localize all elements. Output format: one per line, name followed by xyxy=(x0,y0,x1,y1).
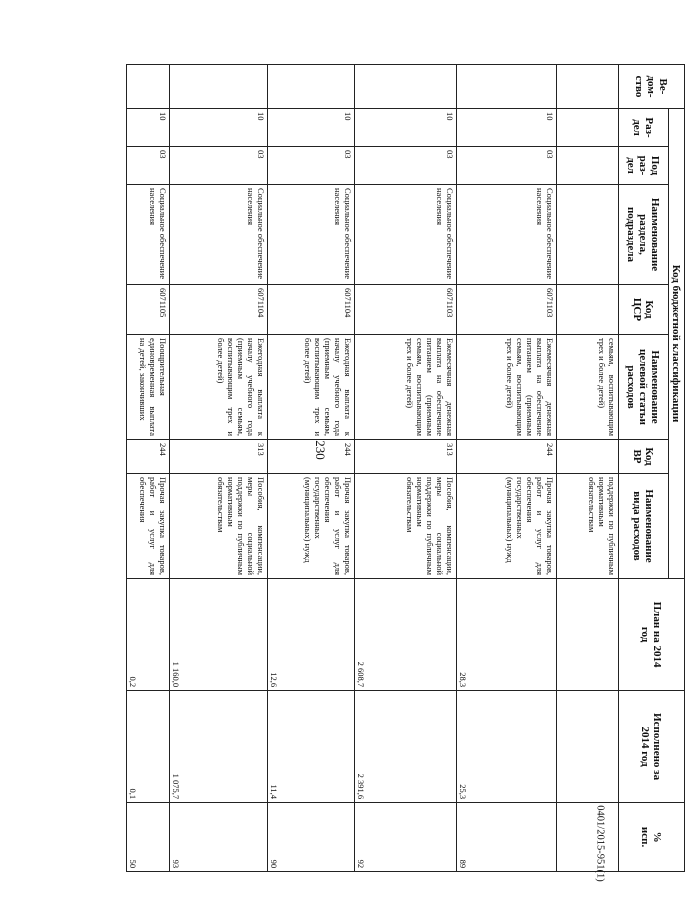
cell-name-vr: Пособия, компенсации, меры социальной поддержки по публичным нормативным обязательствам xyxy=(355,474,457,579)
cell-razdel: 10 xyxy=(170,109,267,147)
cell-plan xyxy=(557,579,619,691)
cell-plan: 28,3 xyxy=(456,579,557,691)
cell-csr-code: 6071103 xyxy=(355,285,457,335)
header-ved: Ве- дом- ство xyxy=(619,65,685,109)
header-razdel: Раз- дел xyxy=(619,109,669,147)
cell-name-vr: поддержки по публичным нормативным обязательствам xyxy=(557,474,619,579)
cell-percent: 92 xyxy=(355,803,457,872)
budget-table xyxy=(126,64,685,872)
cell-executed xyxy=(557,691,619,803)
cell-csr-code: 6071105 xyxy=(127,285,170,335)
cell-name-csr: Поощрительная единовременная выплата на детей, закончивших xyxy=(127,335,170,440)
header-name-csr: Наименование целевой статьи расходов xyxy=(619,335,669,440)
header-vr-code: Код ВР xyxy=(619,440,669,474)
cell-name-section: Социальное обеспечение населения xyxy=(127,185,170,285)
cell-podrazdel: 03 xyxy=(170,147,267,185)
cell-vr-code: 313 xyxy=(355,440,457,474)
cell-podrazdel: 03 xyxy=(267,147,355,185)
cell-name-vr: Пособия, компенсации, меры социальной поддержки по публичным нормативным обязательствам xyxy=(170,474,267,579)
table-row xyxy=(127,65,170,872)
cell-executed: 2 391,6 xyxy=(355,691,457,803)
header-percent: % исп. xyxy=(619,803,685,872)
cell-podrazdel: 03 xyxy=(456,147,557,185)
cell-name-section: Социальное обеспечение населения xyxy=(267,185,355,285)
cell-plan: 1 160,0 xyxy=(170,579,267,691)
cell-name-vr: Прочая закупка товаров, работ и услуг для обеспечения xyxy=(127,474,170,579)
cell-executed: 25,3 xyxy=(456,691,557,803)
header-name-section: Наименование раздела, подраздела xyxy=(619,185,669,285)
cell-percent: 93 xyxy=(170,803,267,872)
cell-name-section xyxy=(557,185,619,285)
cell-razdel: 10 xyxy=(127,109,170,147)
cell-name-section: Социальное обеспечение населения xyxy=(170,185,267,285)
cell-razdel: 10 xyxy=(355,109,457,147)
cell-name-csr: Ежегодная выплата к началу учебного года (приемным семьям, воспитывающим трех и более детей) xyxy=(267,335,355,440)
cell-name-section: Социальное обеспечение населения xyxy=(355,185,457,285)
cell-podrazdel: 03 xyxy=(127,147,170,185)
cell-vr-code xyxy=(557,440,619,474)
cell-percent xyxy=(557,803,619,872)
cell-name-csr: Ежемесячная денежная выплата на обеспечение питанием (приемным семьям, воспитывающим трех и более детей) xyxy=(456,335,557,440)
cell-razdel xyxy=(557,109,619,147)
header-plan: План на 2014 год xyxy=(619,579,685,691)
cell-name-csr: Ежегодная выплата к началу учебного года (приемным семьям, воспитывающим трех и более детей) xyxy=(170,335,267,440)
cell-ved xyxy=(456,65,557,109)
cell-razdel: 10 xyxy=(456,109,557,147)
table-row xyxy=(456,65,557,872)
cell-plan: 2 608,7 xyxy=(355,579,457,691)
cell-executed: 11,4 xyxy=(267,691,355,803)
rotated-table-container xyxy=(126,64,685,871)
header-csr-code: Код ЦСР xyxy=(619,285,669,335)
cell-csr-code xyxy=(557,285,619,335)
cell-name-section: Социальное обеспечение населения xyxy=(456,185,557,285)
cell-vr-code: 244 xyxy=(456,440,557,474)
cell-podrazdel xyxy=(557,147,619,185)
header-budget-classification: Код бюджетной классификации xyxy=(669,109,685,579)
cell-executed: 0,1 xyxy=(127,691,170,803)
table-row xyxy=(267,65,355,872)
table-row xyxy=(355,65,457,872)
cell-percent: 90 xyxy=(267,803,355,872)
cell-executed: 1 075,7 xyxy=(170,691,267,803)
cell-vr-code: 244 xyxy=(127,440,170,474)
cell-ved xyxy=(267,65,355,109)
table-row xyxy=(557,65,619,872)
document-id: 0401/2015-951(1) xyxy=(594,805,606,882)
page-number: 230 xyxy=(313,440,328,460)
cell-ved xyxy=(170,65,267,109)
cell-csr-code: 6071104 xyxy=(267,285,355,335)
cell-podrazdel: 03 xyxy=(355,147,457,185)
cell-csr-code: 6071103 xyxy=(456,285,557,335)
cell-ved xyxy=(355,65,457,109)
header-executed: Исполнено за 2014 год xyxy=(619,691,685,803)
header-name-vr: Наименование вида расходов xyxy=(619,474,669,579)
cell-plan: 0,2 xyxy=(127,579,170,691)
cell-name-vr: Прочая закупка товаров, работ и услуг для обеспечения государственных (муниципальных) нужд xyxy=(267,474,355,579)
cell-ved xyxy=(557,65,619,109)
cell-razdel: 10 xyxy=(267,109,355,147)
cell-vr-code: 313 xyxy=(170,440,267,474)
cell-csr-code: 6071104 xyxy=(170,285,267,335)
cell-percent: 50 xyxy=(127,803,170,872)
cell-ved xyxy=(127,65,170,109)
cell-percent: 89 xyxy=(456,803,557,872)
cell-plan: 12,6 xyxy=(267,579,355,691)
cell-vr-code: 244 xyxy=(267,440,355,474)
cell-name-vr: Прочая закупка товаров, работ и услуг для обеспечения государственных (муниципальных) нужд xyxy=(456,474,557,579)
cell-name-csr: семьям, воспитывающим трех и более детей) xyxy=(557,335,619,440)
header-podrazdel: Под раз- дел xyxy=(619,147,669,185)
table-row xyxy=(170,65,267,872)
cell-name-csr: Ежемесячная денежная выплата на обеспечение питанием (приемным семьям, воспитывающим трех и более детей) xyxy=(355,335,457,440)
